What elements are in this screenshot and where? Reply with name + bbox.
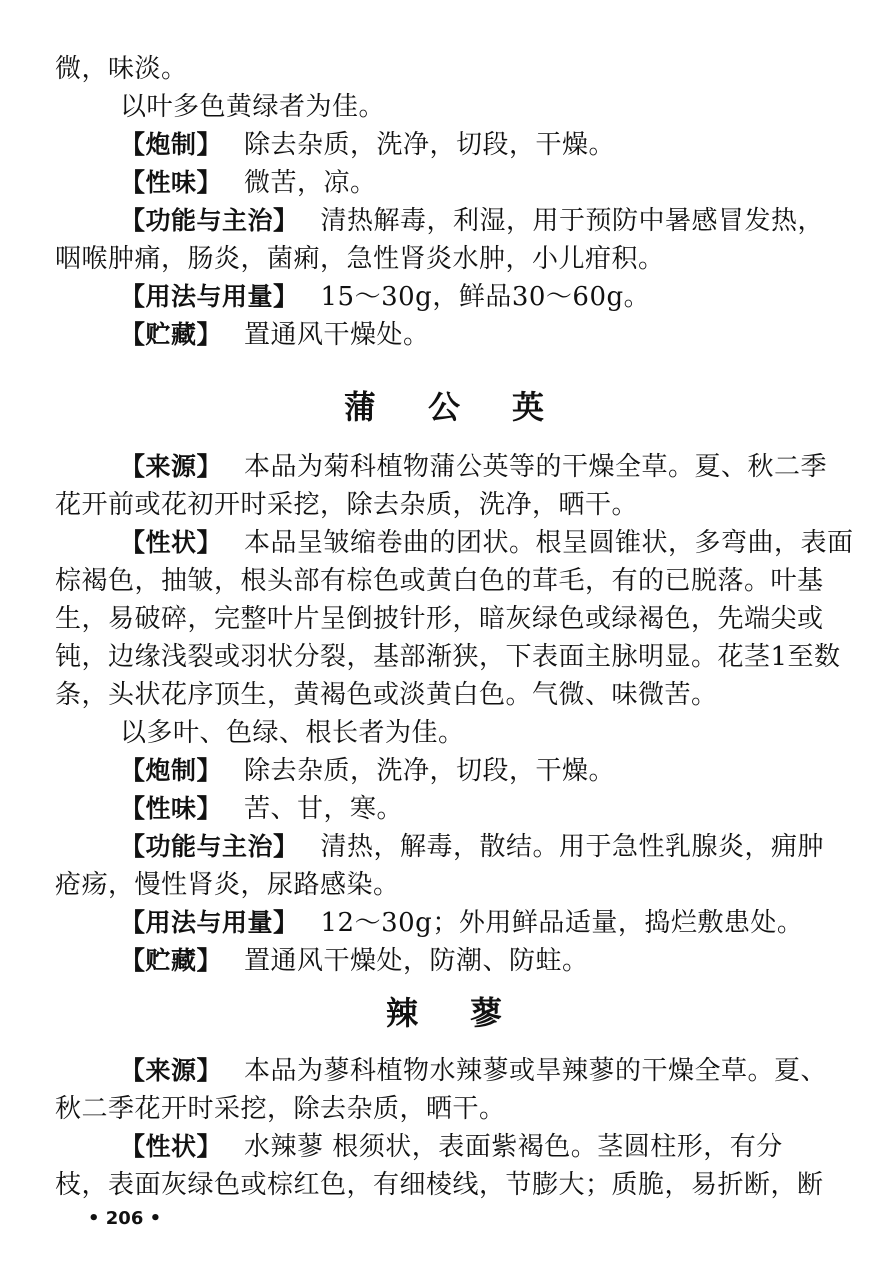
section-label: 【来源】	[120, 452, 223, 481]
storage-row	[120, 318, 840, 352]
function-row	[120, 830, 840, 864]
section-text: 清热解毒，利湿，用于预防中暑感冒发热，	[320, 206, 825, 236]
section-label: 【炮制】	[120, 130, 223, 159]
section-text: 除去杂质，洗净，切段，干燥。	[244, 756, 616, 786]
source-row	[120, 1054, 840, 1088]
property-row	[120, 166, 840, 200]
quality-note: 以叶多色黄绿者为佳。	[120, 92, 386, 122]
description-row	[120, 526, 854, 560]
function-continuation: 疮疡，慢性肾炎，尿路感染。	[55, 870, 400, 900]
description-row	[120, 1130, 840, 1164]
description-continuation: 棕褐色，抽皱，根头部有棕色或黄白色的茸毛，有的已脱落。叶基	[55, 566, 824, 596]
dosage-row	[120, 280, 840, 314]
function-row	[120, 204, 840, 238]
section-label: 【贮藏】	[120, 320, 223, 349]
section-label: 【性状】	[120, 528, 223, 557]
section-label: 【贮藏】	[120, 946, 223, 975]
source-row	[120, 450, 840, 484]
section-label: 【功能与主治】	[120, 206, 299, 235]
section-text: 本品为菊科植物蒲公英等的干燥全草。夏、秋二季	[244, 452, 828, 482]
quality-note: 以多叶、色绿、根长者为佳。	[120, 718, 465, 748]
dosage-row	[120, 906, 840, 940]
description-continuation: 生，易破碎，完整叶片呈倒披针形，暗灰绿色或绿褐色，先端尖或	[55, 604, 824, 634]
section-label: 【性味】	[120, 794, 223, 823]
section-label: 【炮制】	[120, 756, 223, 785]
section-text: 清热，解毒，散结。用于急性乳腺炎，痈肿	[320, 832, 825, 862]
page-number: • 206 •	[88, 1208, 162, 1229]
section-label: 【功能与主治】	[120, 832, 299, 861]
section-text: 本品呈皱缩卷曲的团状。根呈圆锥状，多弯曲，表面	[244, 528, 854, 558]
body-text: 微，味淡。	[55, 54, 188, 84]
section-label: 【性状】	[120, 1132, 223, 1161]
entry-title: 蒲公英	[343, 388, 596, 426]
section-label: 【用法与用量】	[120, 282, 299, 311]
section-label: 【性味】	[120, 168, 223, 197]
function-continuation: 咽喉肿痛，肠炎，菌痢，急性肾炎水肿，小儿疳积。	[55, 244, 665, 274]
section-text: 微苦，凉。	[244, 168, 377, 198]
section-text: 本品为蓼科植物水辣蓼或旱辣蓼的干燥全草。夏、	[244, 1056, 828, 1086]
property-row	[120, 792, 840, 826]
section-label: 【用法与用量】	[120, 908, 299, 937]
section-text: 置通风干燥处。	[244, 320, 430, 350]
section-text: 15～30g，鲜品30～60g。	[320, 282, 651, 312]
section-text: 苦、甘，寒。	[244, 794, 404, 824]
section-label: 【来源】	[120, 1056, 223, 1085]
section-text: 水辣蓼 根须状，表面紫褐色。茎圆柱形，有分	[244, 1132, 783, 1162]
section-text: 置通风干燥处，防潮、防蛀。	[244, 946, 589, 976]
description-continuation: 钝，边缘浅裂或羽状分裂，基部渐狭，下表面主脉明显。花茎1至数	[55, 642, 841, 672]
processing-row	[120, 128, 840, 162]
source-continuation: 秋二季花开时采挖，除去杂质，晒干。	[55, 1094, 506, 1124]
section-text: 12～30g；外用鲜品适量，捣烂敷患处。	[320, 908, 804, 938]
storage-row	[120, 944, 840, 978]
processing-row	[120, 754, 840, 788]
description-continuation: 枝，表面灰绿色或棕红色，有细棱线，节膨大；质脆，易折断，断	[55, 1170, 824, 1200]
section-text: 除去杂质，洗净，切段，干燥。	[244, 130, 616, 160]
source-continuation: 花开前或花初开时采挖，除去杂质，洗净，晒干。	[55, 490, 639, 520]
entry-title: 辣蓼	[385, 994, 554, 1032]
description-continuation: 条，头状花序顶生，黄褐色或淡黄白色。气微、味微苦。	[55, 680, 718, 710]
